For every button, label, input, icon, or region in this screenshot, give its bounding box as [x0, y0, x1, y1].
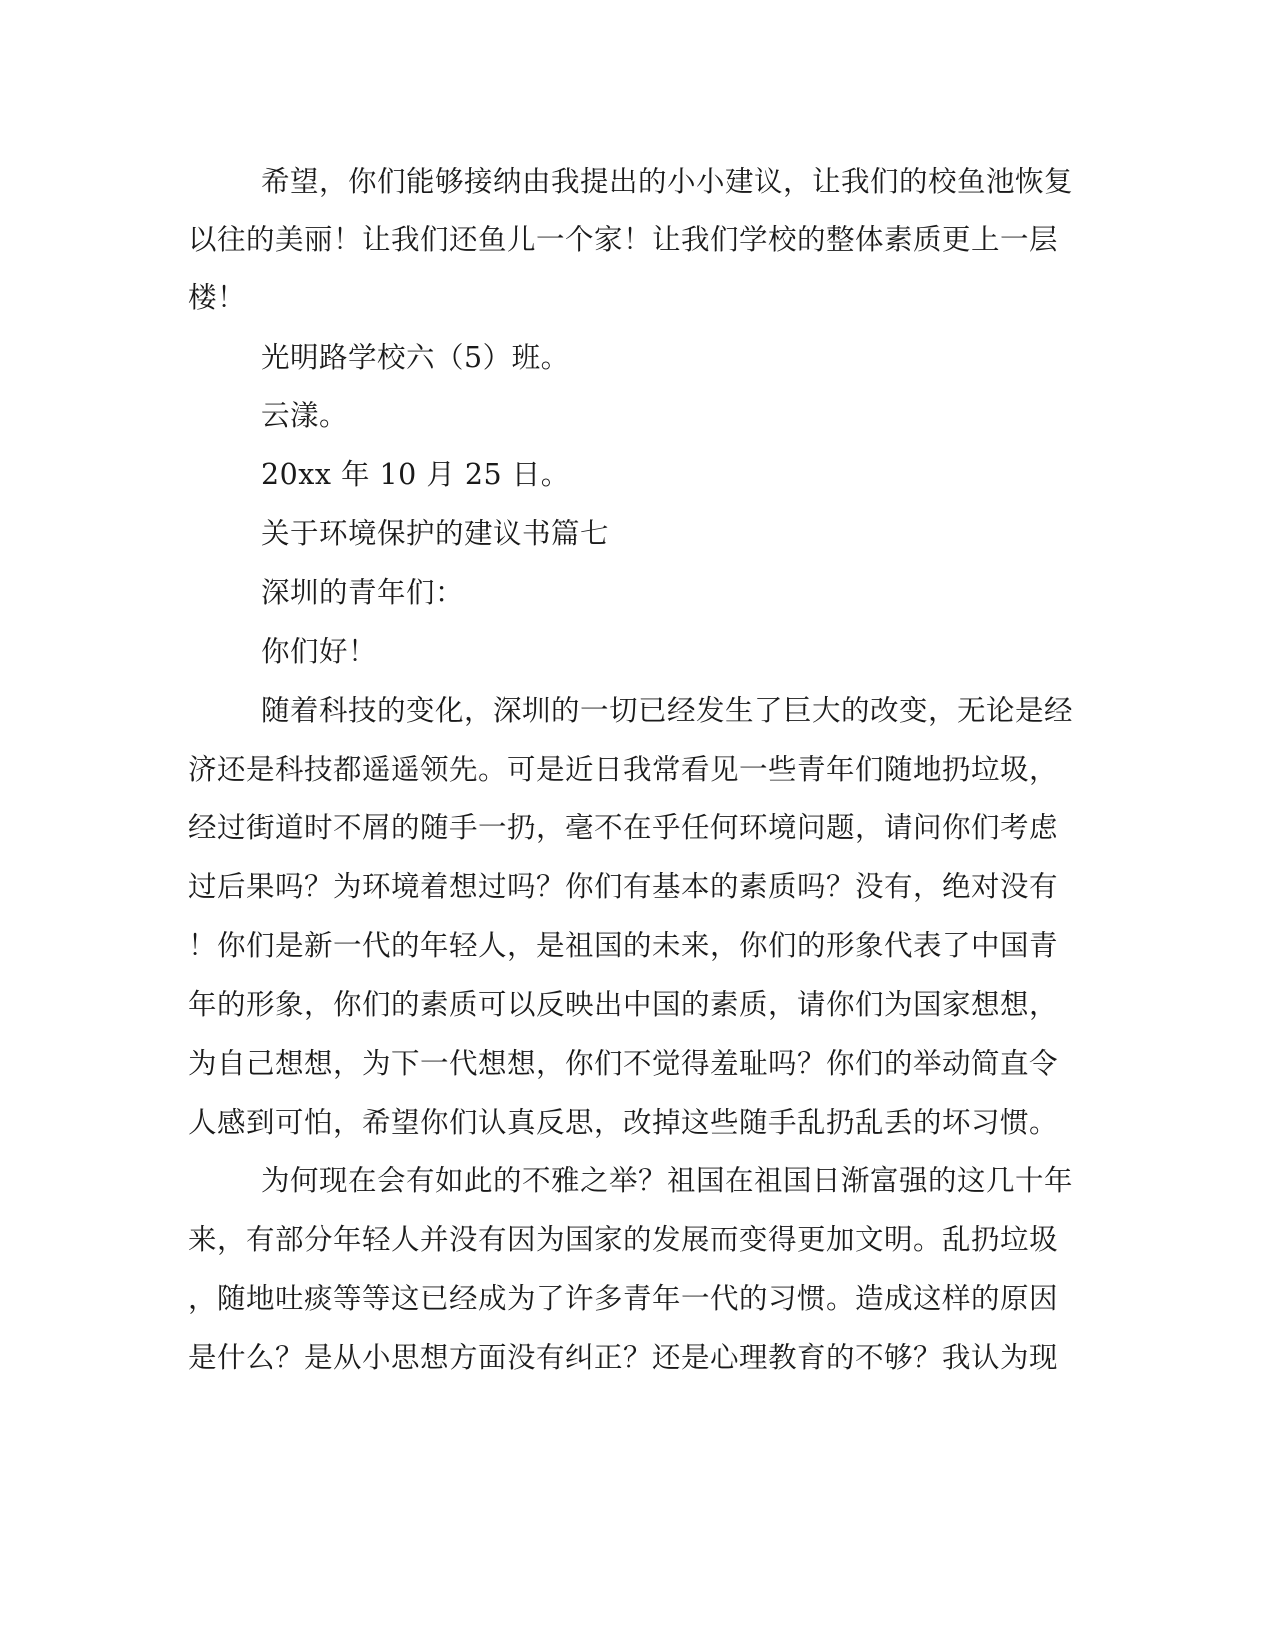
greeting: 你们好！: [261, 635, 378, 668]
text-line: 年的形象，你们的素质可以反映出中国的素质，请你们为国家想想，: [188, 988, 1059, 1021]
text-line: 济还是科技都遥遥领先。可是近日我常看见一些青年们随地扔垃圾，: [188, 753, 1059, 786]
text-line: 以往的美丽！让我们还鱼儿一个家！让我们学校的整体素质更上一层: [188, 223, 1059, 256]
text-line: 为何现在会有如此的不雅之举？祖国在祖国日渐富强的这几十年: [261, 1164, 1074, 1197]
text-line: ，随地吐痰等等这已经成为了许多青年一代的习惯。造成这样的原因: [188, 1282, 1059, 1315]
text-line: 光明路学校六（5）班。: [261, 341, 570, 374]
text-line: 为自己想想，为下一代想想，你们不觉得羞耻吗？你们的举动简直令: [188, 1047, 1059, 1080]
text-line: 20xx 年 10 月 25 日。: [261, 458, 570, 491]
text-line: 希望，你们能够接纳由我提出的小小建议，让我们的校鱼池恢复: [261, 165, 1074, 198]
text-line: 过后果吗？为环境着想过吗？你们有基本的素质吗？没有，绝对没有: [188, 870, 1059, 903]
section-heading: 关于环境保护的建议书篇七: [261, 517, 610, 550]
text-line: 人感到可怕，希望你们认真反思，改掉这些随手乱扔乱丢的坏习惯。: [188, 1106, 1059, 1139]
salutation: 深圳的青年们：: [261, 576, 465, 609]
text-line: 是什么？是从小思想方面没有纠正？还是心理教育的不够？我认为现: [188, 1341, 1059, 1374]
text-line: 楼！: [188, 281, 247, 314]
text-line: 随着科技的变化，深圳的一切已经发生了巨大的改变，无论是经: [261, 694, 1074, 727]
text-line: 来，有部分年轻人并没有因为国家的发展而变得更加文明。乱扔垃圾: [188, 1223, 1059, 1256]
text-line: 经过街道时不屑的随手一扔，毫不在乎任何环境问题，请问你们考虑: [188, 811, 1059, 844]
text-line: ！你们是新一代的年轻人，是祖国的未来，你们的形象代表了中国青: [188, 929, 1059, 962]
text-line: 云漾。: [261, 399, 349, 432]
